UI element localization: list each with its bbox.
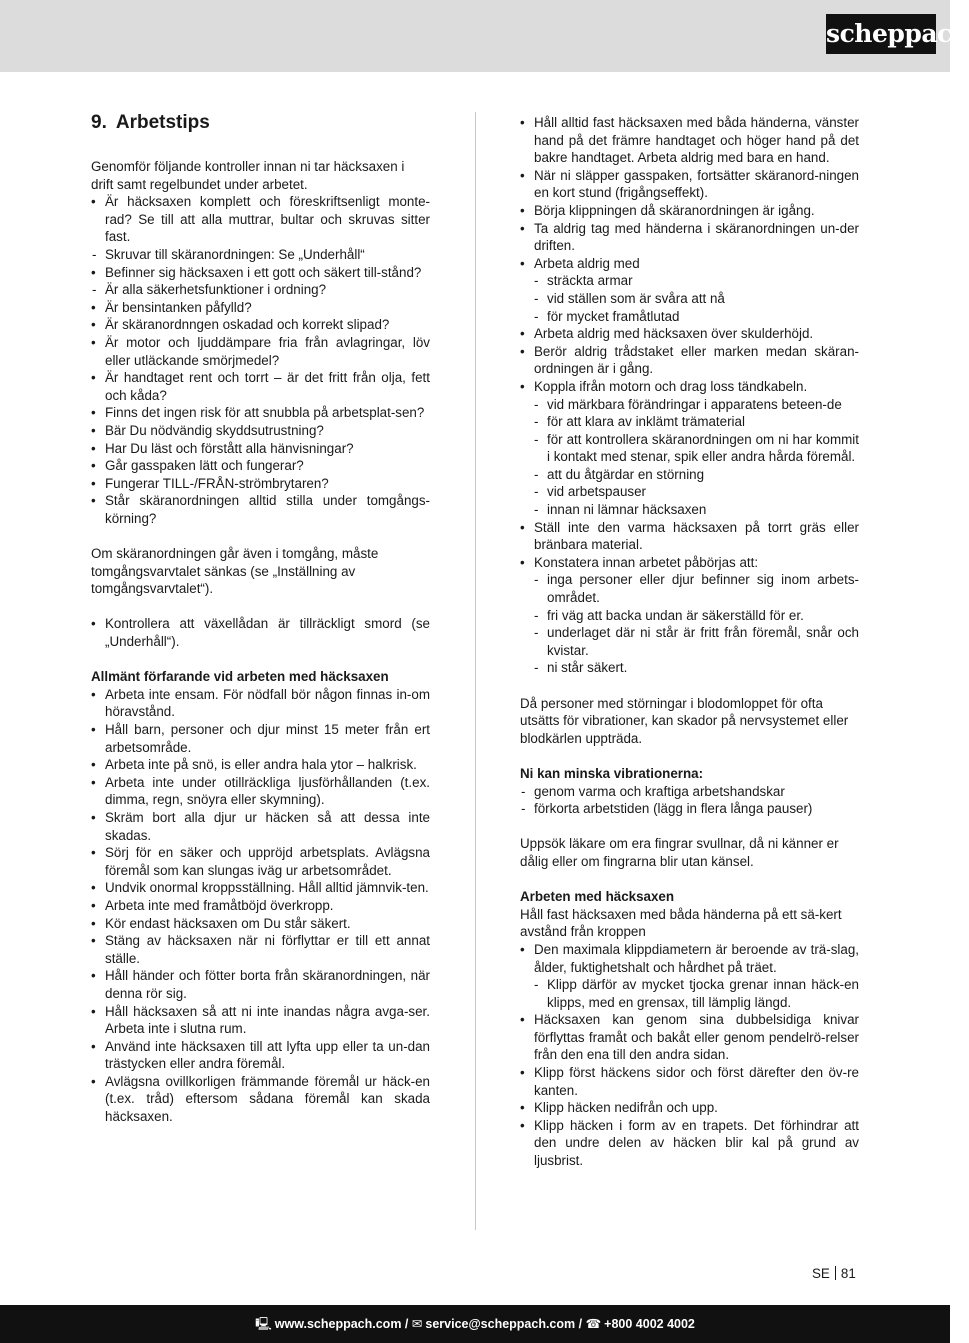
list-item: • Stäng av häcksaxen när ni förflyttar er till ett annat ställe. (91, 932, 430, 967)
gear-note-list (91, 615, 430, 650)
list-item: - att du åtgärdar en störning (520, 466, 859, 484)
list-item: • Skräm bort alla djur ur häcken så att dessa inte skadas. (91, 809, 430, 844)
list-item: • Börja klippningen då skäranordningen är igång. (520, 202, 859, 220)
list-item: • Avlägsna ovillkorligen främmande föremål ur häck-en (t.ex. tråd) eftersom sådana föremål kan skada häcksaxen. (91, 1073, 430, 1126)
idle-note: Om skäranordningen går även i tomgång, måste tomgångsvarvtalet sänkas (se „Inställning av tomgångsvarvtalet“). (91, 546, 379, 597)
list-item: • Befinner sig häcksaxen i ett gott och säkert till-stånd? (91, 264, 430, 282)
list-item: - för att kontrollera skäranordningen om ni har kommit i kontakt med stenar, spik eller andra hårda föremål. (520, 431, 859, 466)
list-item: • Bär Du nödvändig skyddsutrustning? (91, 422, 430, 440)
list-item: - Klipp därför av mycket tjocka grenar innan häck-en klipps, med en grensax, till lämplig längd. (520, 976, 859, 1011)
vibration-heading: Ni kan minska vibrationerna: (520, 765, 704, 781)
list-item: - inga personer eller djur befinner sig inom arbets-området. (520, 571, 859, 606)
website-link[interactable]: www.scheppach.com (274, 1317, 402, 1331)
list-item: • Häcksaxen kan genom sina dubbelsidiga knivar förflyttas framåt och bakåt eller genom pendelrö-relser från den ena till den andra sidan. (520, 1011, 859, 1064)
email-link[interactable]: service@scheppach.com (425, 1317, 576, 1331)
list-item: - innan ni lämnar häcksaxen (520, 501, 859, 519)
mail-icon: ✉ (411, 1317, 423, 1331)
list-item: - för mycket framåtlutad (520, 308, 859, 326)
list-item: • Har Du läst och förstått alla hänvisningar? (91, 440, 430, 458)
list-item: • Arbeta inte på snö, is eller andra hala ytor – halkrisk. (91, 756, 430, 774)
list-item: • Är skäranordnngen oskadad och korrekt slipad? (91, 316, 430, 334)
header-bar (0, 0, 969, 72)
list-item: • Fungerar TILL-/FRÅN-strömbrytaren? (91, 475, 430, 493)
list-item: - Är alla säkerhetsfunktioner i ordning? (91, 281, 430, 299)
page-number: SE 81 (812, 1266, 856, 1281)
section-heading: 9. Arbetstips (91, 112, 210, 133)
list-item: - vid märkbara förändringar i apparatens beteen-de (520, 396, 859, 414)
list-item: • Undvik onormal kroppsställning. Håll alltid jämnvik-ten. (91, 879, 430, 897)
list-item: • Håll alltid fast häcksaxen med båda händerna, vänster hand på det främre handtaget och höger hand på det bakre handtaget. Arbeta aldrig med bara en hand. (520, 114, 859, 167)
column-divider (475, 112, 476, 1230)
list-item: • Är handtaget rent och torrt – är det fritt från olja, fett och kåda? (91, 369, 430, 404)
list-item: - förkorta arbetstiden (lägg in flera långa pauser) (520, 800, 859, 818)
gear-note: • Kontrollera att växellådan är tillräckligt smord (se „Underhåll“). (91, 615, 430, 650)
list-item: • Är bensintanken påfylld? (91, 299, 430, 317)
list-item: • Håll barn, personer och djur minst 15 meter från ert arbetsområde. (91, 721, 430, 756)
general-heading: Allmänt förfarande vid arbeten med häcksaxen (91, 669, 389, 685)
phone-number[interactable]: +800 4002 4002 (604, 1317, 695, 1331)
list-item: - genom varma och kraftiga arbetshandskar (520, 783, 859, 801)
intro-text: Genomför följande kontroller innan ni tar häcksaxen i drift samt regelbundet under arbetet. (91, 159, 405, 192)
list-item: - Skruvar till skäranordningen: Se „Underhåll“ (91, 246, 430, 264)
list-item: - för att klara av inklämt trämaterial (520, 413, 859, 431)
list-item: • Håll händer och fötter borta från skäranordningen, när denna rör sig. (91, 967, 430, 1002)
right-column (520, 114, 859, 1170)
list-item: • Arbeta inte under otillräckliga ljusförhållanden (t.ex. dimma, regn, snöyra eller skymning). (91, 774, 430, 809)
list-item: • När ni släpper gasspaken, fortsätter skäranord-ningen en kort stund (frigångseffekt). (520, 167, 859, 202)
list-item: • Konstatera innan arbetet påbörjas att: (520, 554, 859, 572)
left-column (91, 112, 430, 1126)
list-item: • Använd inte häcksaxen till att lyfta upp eller ta un-dan trästycken eller andra föremål. (91, 1038, 430, 1073)
list-item: • Arbeta aldrig med häcksaxen över skulderhöjd. (520, 325, 859, 343)
list-item: - vid arbetspauser (520, 483, 859, 501)
checklist (91, 193, 430, 527)
list-item: - ni står säkert. (520, 659, 859, 677)
list-item: • Arbeta inte ensam. För nödfall bör någon finnas in-om höravstånd. (91, 686, 430, 721)
computer-icon: 🖳︎ (255, 1317, 272, 1331)
list-item: • Sörj för en säker och uppröjd arbetsplats. Avlägsna föremål som kan slungas iväg ur arbetsområdet. (91, 844, 430, 879)
list-item: • Arbeta aldrig med (520, 255, 859, 273)
list-item: • Klipp häcken i form av en trapets. Det förhindrar att den undre delen av häcken blir kal på grund av ljusbrist. (520, 1117, 859, 1170)
list-item: • Går gasspaken lätt och fungerar? (91, 457, 430, 475)
phone-icon: ☎ (585, 1317, 602, 1331)
doctor-paragraph: Uppsök läkare om era fingrar svullnar, då ni känner er dålig eller om fingrarna blir utan känsel. (520, 836, 839, 869)
work-intro: Håll fast häcksaxen med båda händerna på ett sä-kert avstånd från kroppen (520, 906, 842, 940)
list-item: • Är motor och ljuddämpare fria från avlagringar, löv eller utläckande smörjmedel? (91, 334, 430, 369)
rules-list (520, 114, 859, 677)
list-item: • Är häcksaxen komplett och föreskriftsenligt monte-rad? Se till att alla muttrar, bultar och skruvas sitter fast. (91, 193, 430, 246)
list-item: • Koppla ifrån motorn och drag loss tändkabeln. (520, 378, 859, 396)
list-item: • Finns det ingen risk för att snubbla på arbetsplat-sen? (91, 404, 430, 422)
list-item: • Klipp häcken nedifrån och upp. (520, 1099, 859, 1117)
list-item: • Ta aldrig tag med händerna i skäranordningen un-der driften. (520, 220, 859, 255)
list-item: • Står skäranordningen alltid stilla under tomgångs-körning? (91, 492, 430, 527)
work-heading: Arbeten med häcksaxen (520, 889, 675, 905)
scheppach-logo: scheppach (826, 14, 936, 54)
list-item: • Håll häcksaxen så att ni inte inandas några avga-ser. Arbeta inte i slutna rum. (91, 1003, 430, 1038)
list-item: • Ställ inte den varma häcksaxen på torrt gräs eller bränbara material. (520, 519, 859, 554)
list-item: • Arbeta inte med framåtböjd överkropp. (91, 897, 430, 915)
list-item: - fri väg att backa undan är säkerställd för er. (520, 607, 859, 625)
vibration-list (520, 783, 859, 818)
list-item: • Kör endast häcksaxen om Du står säkert. (91, 915, 430, 933)
list-item: - sträckta armar (520, 272, 859, 290)
list-item: - underlaget där ni står är fritt från föremål, snår och kvistar. (520, 624, 859, 659)
footer-bar: 🖳︎ www.scheppach.com / ✉ service@scheppach.com / ☎ +800 4002 4002 (0, 1305, 950, 1343)
list-item: • Klipp först häckens sidor och först därefter den öv-re kanten. (520, 1064, 859, 1099)
list-item: • Den maximala klippdiametern är beroende av trä-slag, ålder, fuktighetshalt och hårdhet på träet. (520, 941, 859, 976)
work-list (520, 941, 859, 1170)
vibration-paragraph: Då personer med störningar i blodomloppet för ofta utsätts för vibrationer, kan skador på nervsystemet eller blodkärlen uppträda. (520, 695, 849, 746)
list-item: - vid ställen som är svåra att nå (520, 290, 859, 308)
list-item: • Berör aldrig trådstaket eller marken medan skäran-ordningen är i gång. (520, 343, 859, 378)
general-list (91, 686, 430, 1126)
